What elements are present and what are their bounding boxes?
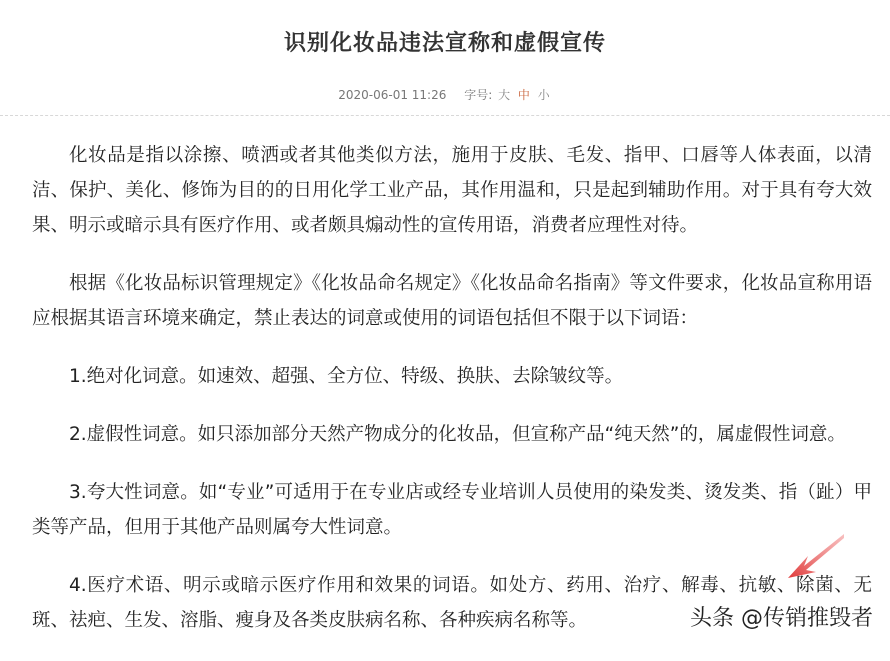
article-title: 识别化妆品违法宣称和虚假宣传 (283, 31, 606, 56)
paragraph-regulations: 根据《化妆品标识管理规定》《化妆品命名规定》《化妆品命名指南》等文件要求，化妆品宣称用语应根据其语言环境来确定，禁止表达的词意或使用的词语包括但不限于以下词语： (32, 273, 872, 329)
font-size-small[interactable]: 小 (537, 88, 550, 102)
publish-date: 2020-06-01 11:26 (338, 88, 447, 102)
watermark: 头条 @传销推毁者 (690, 606, 873, 631)
font-size-label: 字号: (464, 88, 493, 102)
font-size-medium[interactable]: 中 (517, 88, 530, 102)
article-body (32, 138, 872, 661)
paragraph-item-2: 2.虚假性词意。如只添加部分天然产物成分的化妆品，但宣称产品“纯天然”的，属虚假性词意。 (69, 424, 846, 445)
font-size-large[interactable]: 大 (498, 88, 511, 102)
paragraph-intro: 化妆品是指以涂擦、喷洒或者其他类似方法，施用于皮肤、毛发、指甲、口唇等人体表面，以清洁、保护、美化、修饰为目的的日用化学工业产品，其作用温和，只是起到辅助作用。对于具有夸大效果、明示或暗示具有医疗作用、或者颇具煽动性的宣传用语，消费者应理性对待。 (32, 145, 872, 236)
red-arrow-icon (786, 532, 846, 582)
header-divider (0, 115, 890, 116)
paragraph-item-3: 3.夸大性词意。如“专业”可适用于在专业店或经专业培训人员使用的染发类、烫发类、指（趾）甲类等产品，但用于其他产品则属夸大性词意。 (32, 482, 872, 538)
paragraph-item-4: 4.医疗术语、明示或暗示医疗作用和效果的词语。如处方、药用、治疗、解毒、抗敏、除菌、无斑、祛疤、生发、溶脂、瘦身及各类皮肤病名称、各种疾病名称等。 (32, 575, 872, 631)
article-meta (0, 86, 890, 103)
paragraph-item-1: 1.绝对化词意。如速效、超强、全方位、特级、换肤、去除皱纹等。 (69, 366, 624, 387)
